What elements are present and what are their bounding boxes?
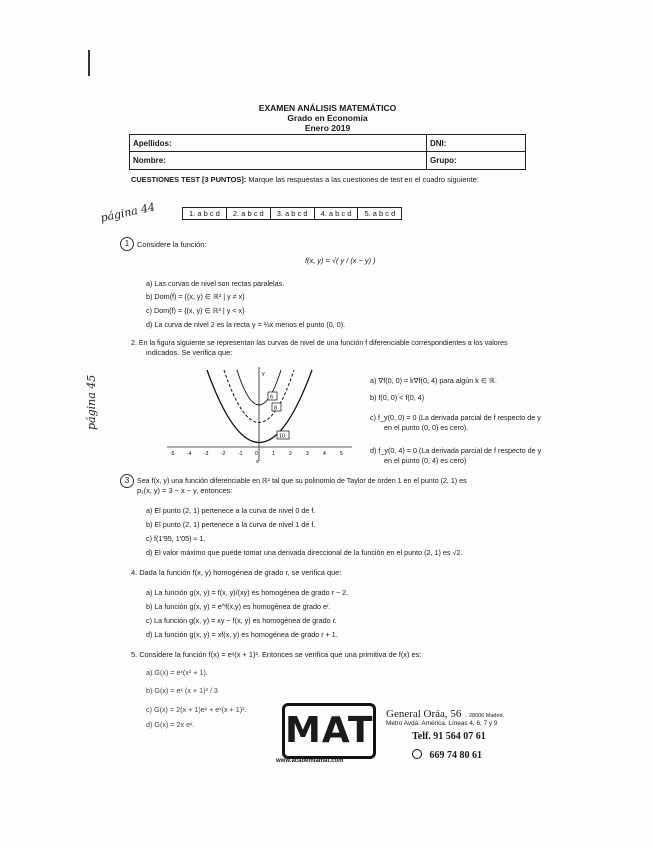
q4-stem: 4. Dada la función f(x, y) homogénea de grado r, se verifica que:	[131, 568, 342, 577]
q3-stem-line2: p₁(x, y) = 3 − x − y, entonces:	[137, 486, 233, 495]
q1-option-c[interactable]: c) Dom(f) = {(x, y) ∈ ℝ² | y < x}	[146, 306, 245, 315]
level-label-6: 6	[270, 394, 274, 401]
answer-cell-1[interactable]: 1. a b c d	[183, 208, 227, 219]
q2-stem-line2: indicados. Se verifica que:	[146, 348, 233, 357]
test-intro	[131, 175, 479, 185]
level-curve-outer	[207, 370, 312, 443]
answer-grid	[182, 207, 402, 220]
q4-option-b[interactable]: b) La función g(x, y) = e^f(x,y) es homogénea de grado eʳ.	[146, 602, 331, 611]
q4-option-c[interactable]: c) La función g(x, y) = xy − f(x, y) es homogénea de grado r.	[146, 616, 337, 625]
q5-option-d[interactable]: d) G(x) = 2x eˣ.	[146, 720, 195, 729]
q4-option-a[interactable]: a) La función g(x, y) = f(x, y)/(xy) es homogénea de grado r − 2.	[146, 588, 349, 597]
q1-number-circle	[120, 237, 134, 251]
exam-subtitle: Grado en Economía	[287, 113, 368, 123]
q2-option-d-cont: en el punto (0, 4) es cero)	[384, 456, 467, 465]
margin-mark	[88, 50, 90, 76]
q3-number-circle	[120, 474, 134, 488]
x-tick-label: -4	[187, 451, 192, 457]
test-intro-rest: Marque las respuestas a las cuestiones de test en el cuadro siguiente:	[248, 175, 479, 184]
q3-number: 3	[124, 476, 130, 485]
q3-option-a[interactable]: a) El punto (2, 1) pertenece a la curva de nivel 0 de f.	[146, 506, 316, 515]
x-tick-label: -3	[204, 451, 209, 457]
x-tick-label: -1	[238, 451, 243, 457]
form-divider-v	[426, 135, 427, 169]
answer-cell-5[interactable]: 5. a b c d	[364, 209, 396, 218]
answer-cell-2[interactable]: 2. a b c d	[227, 208, 271, 219]
whatsapp-icon	[412, 749, 422, 759]
metro-info: Metro Avda. América. Líneas 4, 6, 7 y 9	[386, 720, 498, 727]
exam-date: Enero 2019	[304, 123, 351, 133]
q4-option-d[interactable]: d) La función g(x, y) = xf(x, y) es homogénea de grado r + 1.	[146, 630, 338, 639]
y-axis-label: y	[262, 371, 265, 377]
x-tick-label: 5	[340, 451, 343, 457]
grupo-field[interactable]: Grupo:	[430, 156, 457, 165]
x-axis-label: x	[256, 459, 259, 465]
x-tick-label: 3	[306, 451, 309, 457]
q2-option-c[interactable]: c) f_y(0, 0) = 0 (La derivada parcial de f respecto de y	[370, 413, 541, 422]
apellidos-field[interactable]: Apellidos:	[133, 139, 172, 148]
q2-stem-line1: 2. En la figura siguiente se representan las curvas de nivel de una función f diferenciable correspondientes a los valores	[131, 339, 508, 347]
q1-option-a[interactable]: a) Las curvas de nivel son rectas paralelas.	[146, 279, 285, 288]
x-tick-label: 2	[289, 451, 292, 457]
contour-graph	[162, 365, 357, 465]
nombre-field[interactable]: Nombre:	[133, 156, 166, 165]
test-intro-bold: CUESTIONES TEST [3 PUNTOS]:	[131, 175, 247, 184]
q3-option-b[interactable]: b) El punto (2, 1) pertenece a la curva de nivel 1 de f.	[146, 520, 316, 529]
x-tick-label: -5	[170, 451, 175, 457]
answer-cell-3[interactable]: 3. a b c d	[271, 208, 315, 219]
q1-stem: Considere la función:	[137, 240, 207, 249]
address: General Oráa, 56	[386, 708, 462, 720]
student-form	[129, 134, 526, 170]
dni-field[interactable]: DNI:	[430, 139, 447, 148]
q1-formula: f(x, y) = √( y / (x − y) )	[305, 256, 376, 265]
q2-option-b[interactable]: b) f(0, 0) < f(0, 4)	[370, 393, 425, 402]
q1-number: 1	[124, 239, 130, 248]
q2-option-c-cont: en el punto (0, 0) es cero).	[384, 423, 469, 432]
exam-title: EXAMEN ANÁLISIS MATEMÁTICO	[258, 103, 397, 113]
form-divider-h	[130, 151, 525, 152]
answer-cell-4[interactable]: 4. a b c d	[315, 208, 359, 219]
handwritten-page-44: página 44	[99, 200, 157, 225]
website: www.academiamat.com	[276, 758, 344, 764]
x-tick-label: 0	[255, 451, 258, 457]
q1-option-b[interactable]: b) Dom(f) = {(x, y) ∈ ℝ² | y ≠ x}	[146, 292, 245, 301]
postcode: . 28006 Madrid.	[465, 713, 505, 719]
q1-option-d[interactable]: d) La curva de nivel 2 es la recta y = ⅔x menos el punto (0, 0).	[146, 320, 346, 329]
x-tick-label: 4	[323, 451, 326, 457]
q2-option-a[interactable]: a) ∇f(0, 0) = k∇f(0, 4) para algún k ∈ ℝ.	[370, 376, 497, 385]
x-tick-label: -2	[221, 451, 226, 457]
q5-option-c[interactable]: c) G(x) = 2(x + 1)eˣ + eˣ(x + 1)².	[146, 705, 247, 714]
x-tick-label: 1	[272, 451, 275, 457]
q3-option-c[interactable]: c) f(1'95, 1'05) ≈ 1.	[146, 534, 206, 543]
phone: Telf. 91 564 07 61	[412, 731, 486, 742]
whatsapp-line	[412, 745, 482, 763]
whatsapp-number: 669 74 80 61	[429, 750, 482, 761]
q5-option-b[interactable]: b) G(x) = eˣ (x + 1)³ / 3	[146, 686, 218, 695]
q5-stem: 5. Considere la función f(x) = eˣ(x + 1)². Entonces se verifica que una primitiva de f(x) es:	[131, 650, 422, 659]
q3-stem-line1: Sea f(x, y) una función diferenciable en ℝ² tal que su polinomio de Taylor de orden 1 en el punto (2, 1) es	[137, 477, 467, 485]
mat-logo: MAT	[282, 703, 376, 759]
handwritten-page-45: página 45	[85, 374, 98, 430]
q5-option-a[interactable]: a) G(x) = eˣ(x² + 1).	[146, 668, 208, 677]
q3-option-d[interactable]: d) El valor máximo que puede tomar una derivada direccional de la función en el punto (2, 1) es √2.	[146, 548, 463, 557]
level-label-8: 8	[274, 405, 278, 412]
level-label-10: 10	[279, 433, 286, 440]
q2-option-d[interactable]: d) f_y(0, 4) = 0 (La derivada parcial de f respecto de y	[370, 446, 542, 455]
